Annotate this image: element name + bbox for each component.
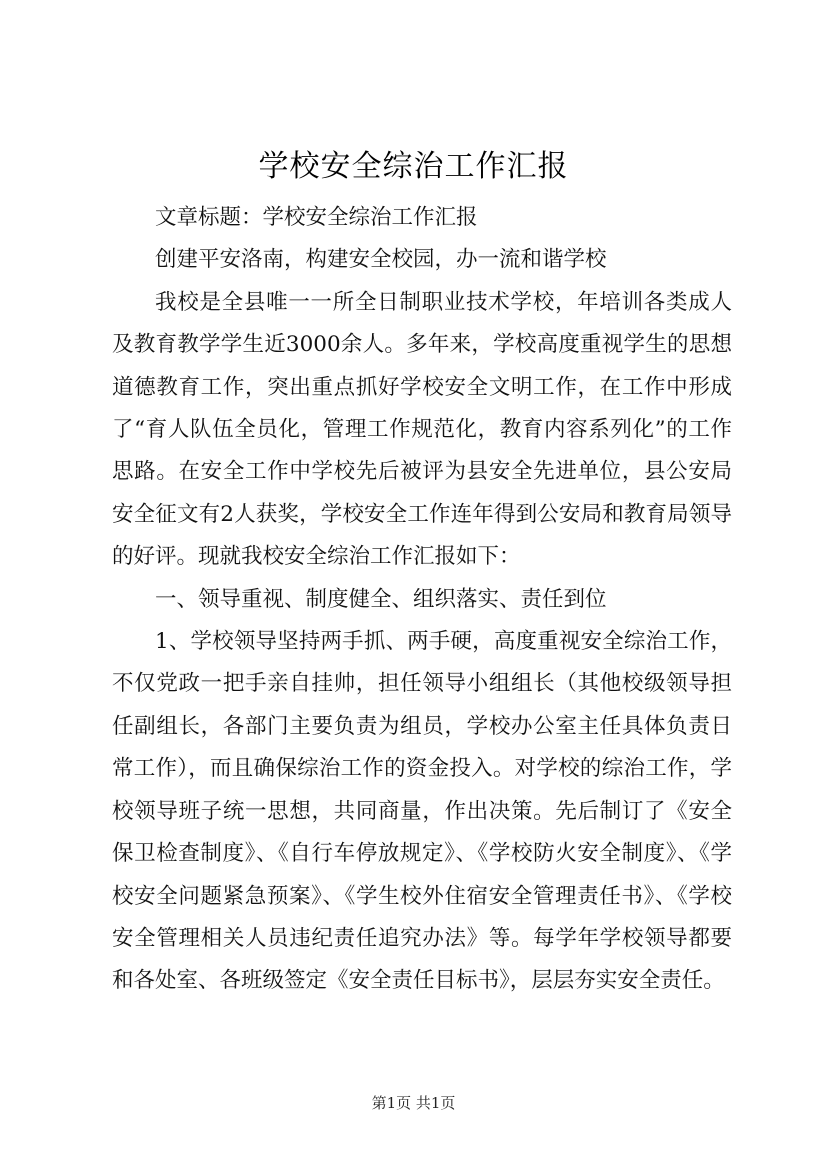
slogan-line: 创建平安洛南，构建安全校园，办一流和谐学校 [155,247,607,273]
section-paragraph: 1、学校领导坚持两手抓、两手硬，高度重视安全综治工作，不仅党政一把手亲自挂帅，担任领导小组组长（其他校级领导担任副组长，各部门主要负责为组员，学校办公室主任具体负责日常工作），而且确保综治工作的资金投入。对学校的综治工作，学校领导班子统一思想，共同商量，作出决策。先后制订了《安全保卫检查制度》、《自行车停放规定》、《学校防火安全制度》、《学校安全问题紧急预案》、《学生校外住宿安全管理责任书》、《学校安全管理相关人员违纪责任追究办法》等。每学年学校领导都要和各处室、各班级签定《安全责任目标书》，层层夯实安全责任。 [112,629,732,994]
document-title: 学校安全综治工作汇报 [258,149,569,184]
document-body [112,197,732,1003]
section-heading: 一、领导重视、制度健全、组织落实、责任到位 [155,586,607,612]
page-number-footer: 第1页 共1页 [371,1094,456,1112]
intro-paragraph: 我校是全县唯一一所全日制职业技术学校，年培训各类成人及教育教学学生近3000余人。多年来，学校高度重视学生的思想道德教育工作，突出重点抓好学校安全文明工作，在工作中形成了“育人队伍全员化，管理工作规范化，教育内容系列化”的工作思路。在安全工作中学校先后被评为县安全先进单位，县公安局安全征文有2人获奖，学校安全工作连年得到公安局和教育局领导的好评。现就我校安全综治工作汇报如下： [112,289,732,570]
article-title-line: 文章标题：学校安全综治工作汇报 [155,205,478,230]
